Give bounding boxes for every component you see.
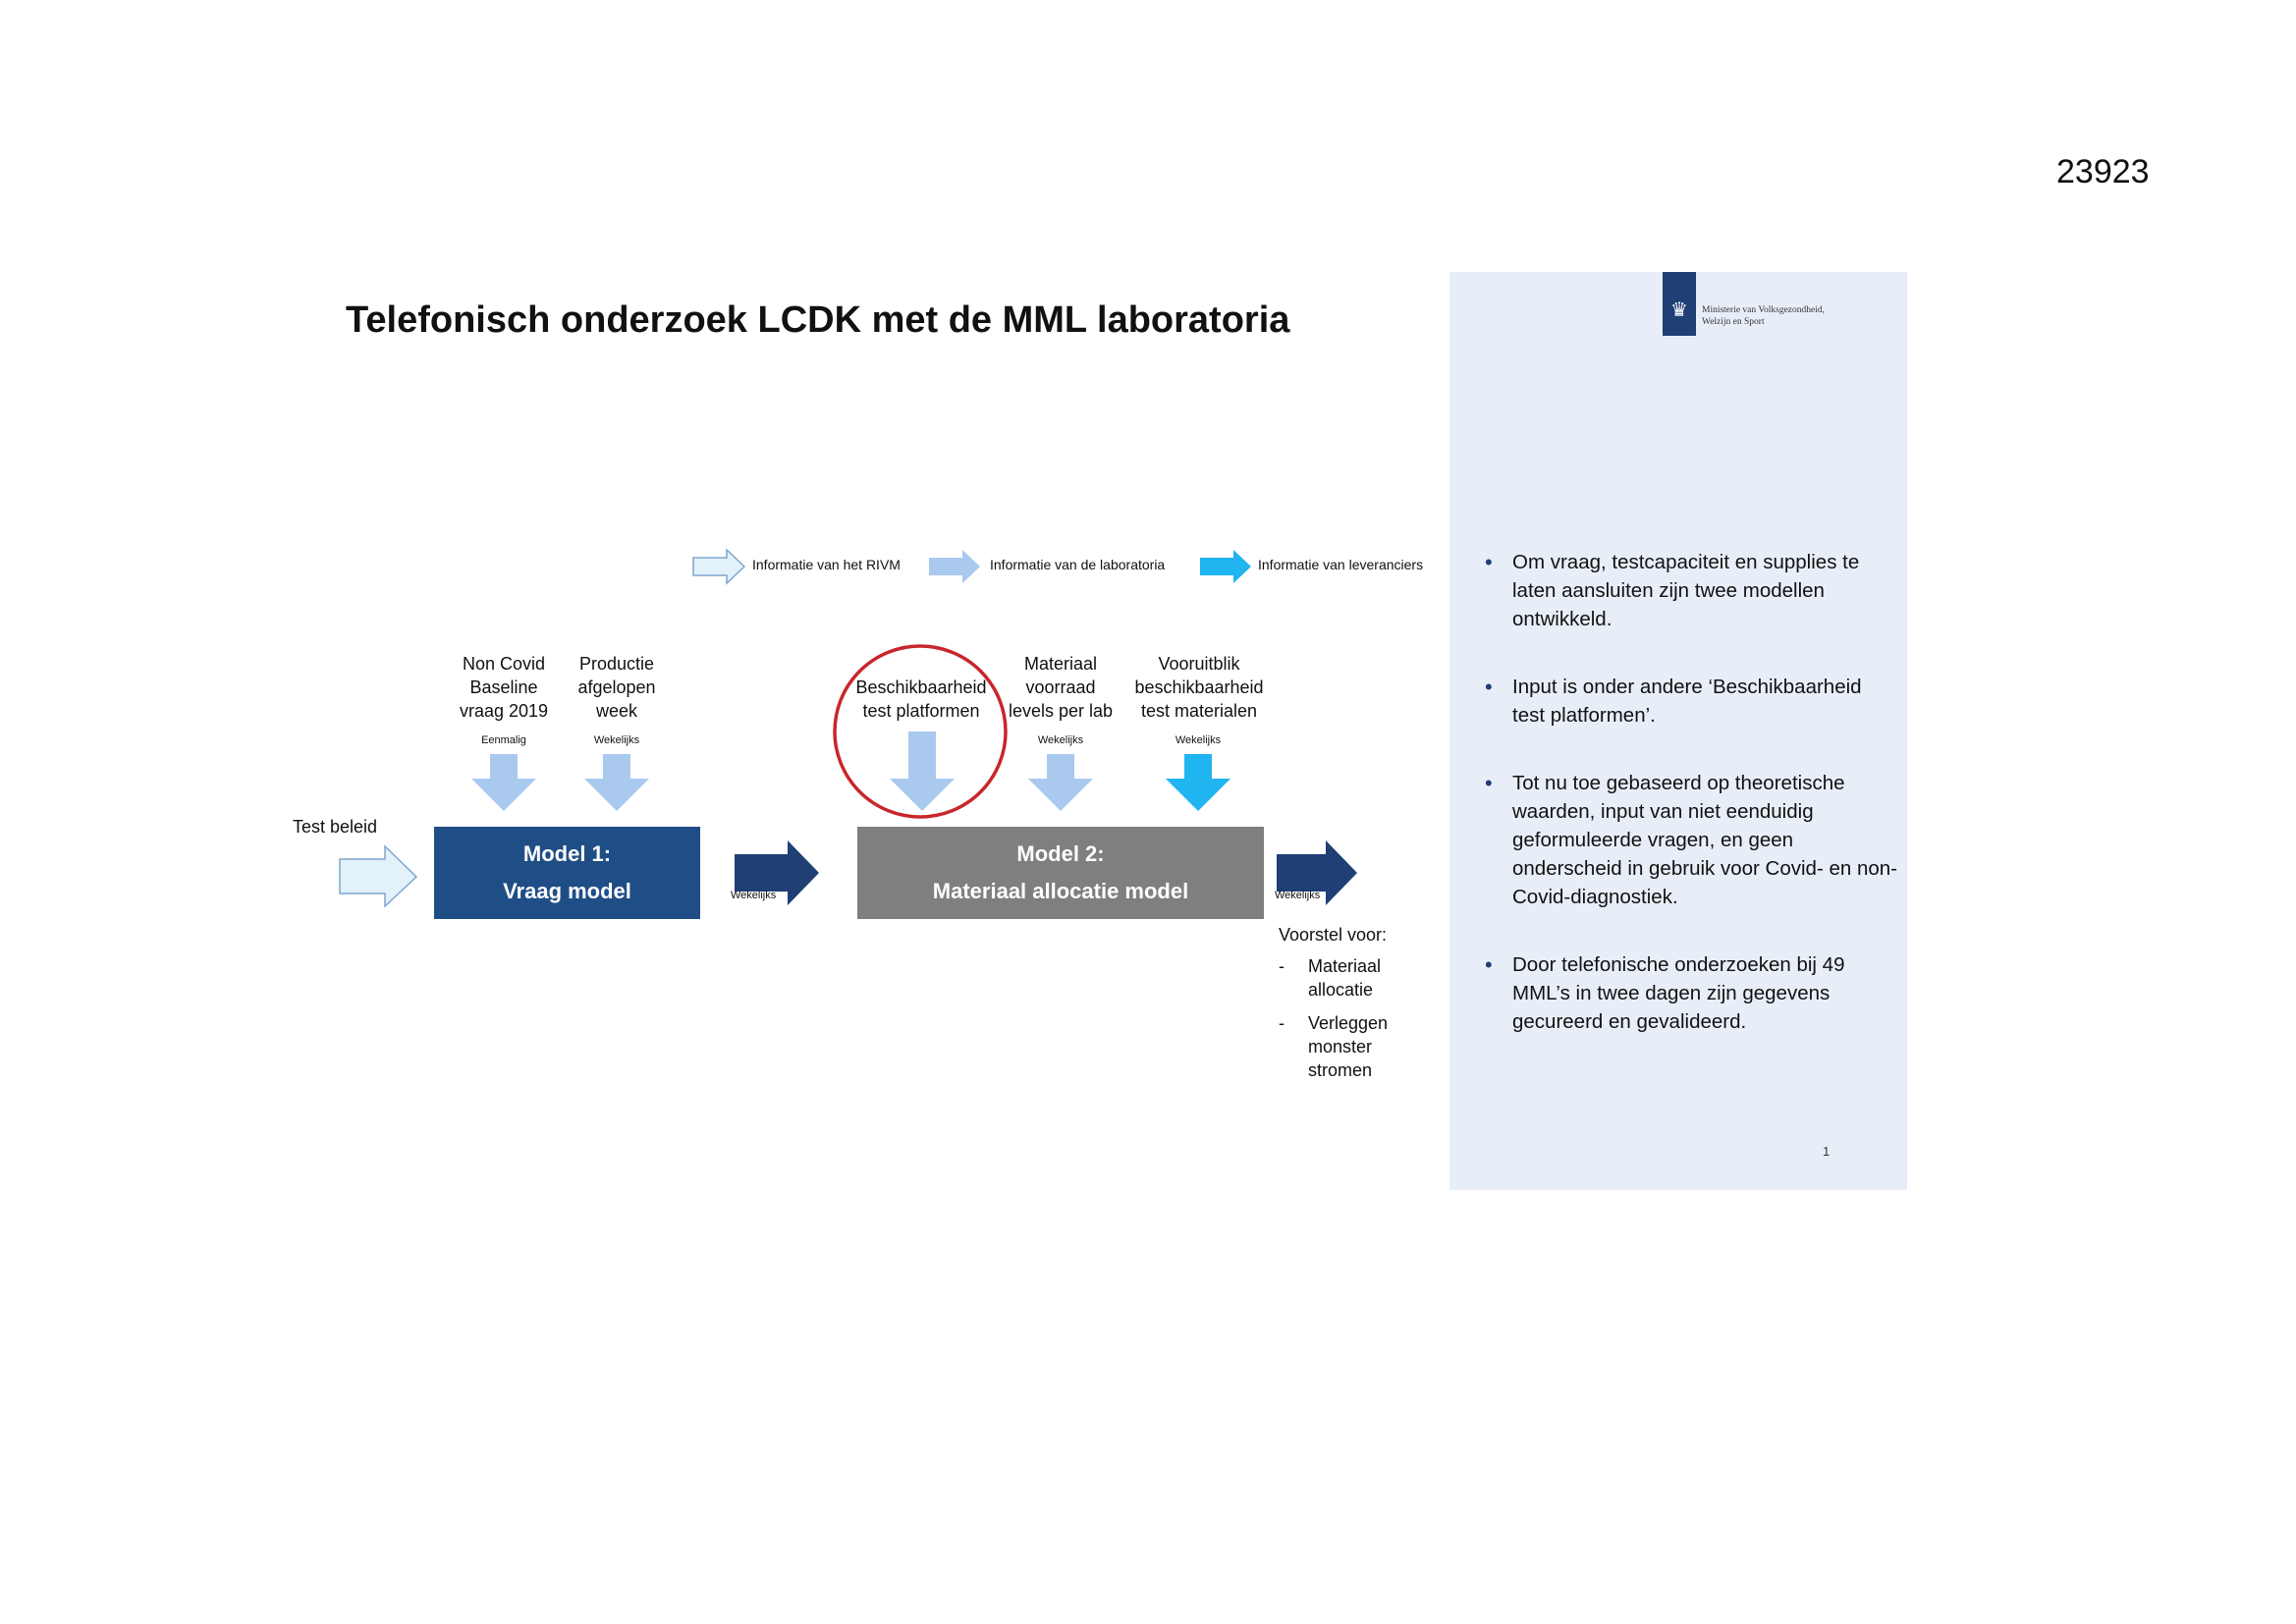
down-arrow-vooruitblik <box>1166 754 1230 811</box>
input-label-line: Baseline <box>469 677 538 697</box>
model1-box <box>434 827 700 919</box>
voorstel-item-line: stromen <box>1308 1060 1373 1080</box>
model1-title: Model 1: <box>522 841 612 866</box>
input-label-line: Non Covid <box>462 654 546 674</box>
model2-title: Model 2: <box>1016 841 1105 866</box>
legend-label-leveranciers: Informatie van leveranciers <box>1258 557 1424 572</box>
voorstel-dash-1: - <box>1279 956 1285 976</box>
legend-label-laboratoria: Informatie van de laboratoria <box>990 557 1166 572</box>
legend-arrow-laboratoria <box>929 550 980 583</box>
legend-arrow-rivm <box>693 550 744 583</box>
legend-label-rivm: Informatie van het RIVM <box>752 557 901 572</box>
input-label-line: week <box>595 701 638 721</box>
voorstel-item-line: Materiaal <box>1308 956 1382 976</box>
input-label-line: test materialen <box>1140 701 1258 721</box>
test-beleid-arrow <box>340 846 416 906</box>
input-label-productie <box>558 652 676 723</box>
bullet-item: • Door telefonische onderzoeken bij 49 MML’s in twee dagen zijn gegevens gecureerd en gevalideerd. <box>1485 950 1897 1036</box>
freq-label-materiaal: Wekelijks <box>1037 734 1084 746</box>
down-arrow-non-covid <box>471 754 536 811</box>
bullet-item: • Om vraag, testcapaciteit en supplies te laten aansluiten zijn twee modellen ontwikkeld. <box>1485 548 1897 633</box>
voorstel-item-line: allocatie <box>1308 980 1374 1000</box>
test-beleid-label: Test beleid <box>293 817 378 837</box>
voorstel-item-line: monster <box>1308 1037 1373 1056</box>
voorstel-heading: Voorstel voor: <box>1279 925 1388 945</box>
flow-arrow-1-label: Wekelijks <box>731 890 777 901</box>
bullet-item: • Tot nu toe gebaseerd op theoretische waarden, input van niet eenduidig geformuleerde vragen, en geen onderscheid in gebruik voor Covid- en non-Covid-diagnostiek. <box>1485 769 1897 911</box>
input-label-beschikbaarheid <box>847 676 996 723</box>
bullet-list <box>1485 548 1897 1075</box>
voorstel-item-1 <box>1308 954 1381 1001</box>
input-label-line: Productie <box>578 654 655 674</box>
voorstel-item-2 <box>1308 1011 1388 1082</box>
flow-arrow-2-label: Wekelijks <box>1275 890 1321 901</box>
legend-arrow-leveranciers <box>1200 550 1251 583</box>
input-label-materiaal <box>1000 652 1121 723</box>
input-label-line: afgelopen <box>577 677 656 697</box>
freq-label-productie: Wekelijks <box>593 734 640 746</box>
document-number: 23923 <box>2056 153 2150 190</box>
input-label-line: beschikbaarheid <box>1134 677 1264 697</box>
freq-label-non-covid: Eenmalig <box>481 734 526 746</box>
input-label-line: Beschikbaarheid <box>855 677 987 697</box>
input-label-line: Vooruitblik <box>1158 654 1240 674</box>
bullet-item: • Input is onder andere ‘Beschikbaarheid test platformen’. <box>1485 673 1897 730</box>
ministry-name-line2: Welzijn en Sport <box>1702 317 1765 327</box>
down-arrow-beschikbaarheid <box>890 731 955 811</box>
input-label-line: voorraad <box>1025 677 1096 697</box>
input-label-line: vraag 2019 <box>459 701 549 721</box>
input-label-non-covid <box>437 652 571 723</box>
input-label-line: levels per lab <box>1008 701 1114 721</box>
page-number: 1 <box>1823 1144 1831 1159</box>
freq-label-vooruitblik: Wekelijks <box>1175 734 1222 746</box>
model2-box <box>857 827 1264 919</box>
voorstel-item-line: Verleggen <box>1308 1013 1389 1033</box>
down-arrow-productie <box>584 754 649 811</box>
crest-icon: ♛ <box>1670 299 1688 321</box>
slide-title: Telefonisch onderzoek LCDK met de MML laboratoria <box>346 299 1290 341</box>
ministry-name-line1: Ministerie van Volksgezondheid, <box>1702 305 1825 315</box>
input-label-line: Materiaal <box>1023 654 1098 674</box>
input-label-line: test platformen <box>862 701 980 721</box>
voorstel-dash-2: - <box>1279 1013 1285 1033</box>
down-arrow-materiaal <box>1028 754 1093 811</box>
model1-subtitle: Vraag model <box>503 879 631 903</box>
input-label-vooruitblik <box>1125 652 1273 723</box>
model2-subtitle: Materiaal allocatie model <box>932 879 1189 903</box>
